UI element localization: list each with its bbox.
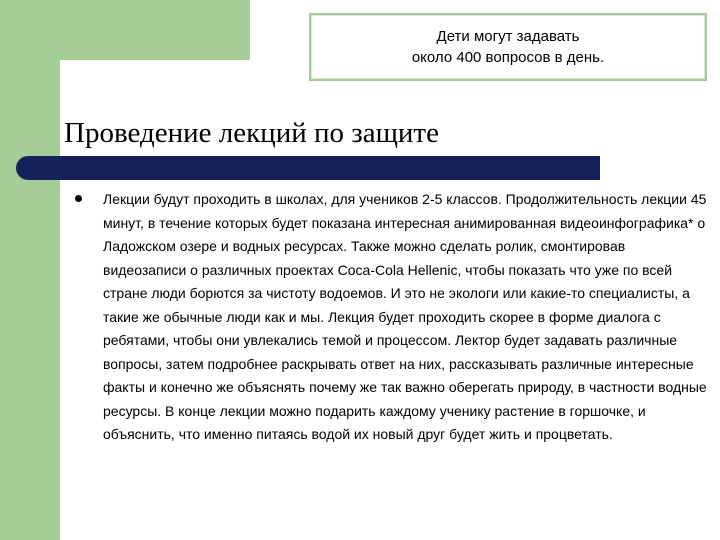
rounded-corner: [60, 60, 120, 120]
callout-text: Дети могут задавать около 400 вопросов в день.: [411, 28, 605, 66]
callout-box: [309, 13, 707, 81]
top-green-block: [60, 0, 250, 60]
bullet-dot-icon: [75, 195, 82, 202]
slide-title: Проведение лекций по защите: [64, 117, 439, 149]
title-underline-bar: [16, 156, 600, 180]
left-green-bar: [0, 0, 60, 540]
bullet-paragraph: Лекции будут проходить в школах, для учеников 2-5 классов. Продолжительность лекции 45 минут, в течение которых будет показана интересная анимированная видеоинфографика* о Ладожском озере и водных ресурсах. Также можно сделать ролик, смонтировав видеозаписи о различных проектах Coca-Cola Hellenic, чтобы показать что уже по всей стране люди борются за чистоту водоемов. И это не экологи или какие-то специалисты, а такие же обычные люди как и мы. Лекция будет проходить скорее в форме диалога с ребятами, чтобы они увлекались темой и процессом. Лектор будет задавать различные вопросы, затем подробнее раскрывать ответ на них, рассказывать различные интересные факты и конечно же объяснять почему же так важно оберегать природу, в частности водные ресурсы. В конце лекции можно подарить каждому ученику растение в горшочке, и объяснить, что именно питаясь водой их новый друг будет жить и процветать.: [103, 191, 707, 442]
